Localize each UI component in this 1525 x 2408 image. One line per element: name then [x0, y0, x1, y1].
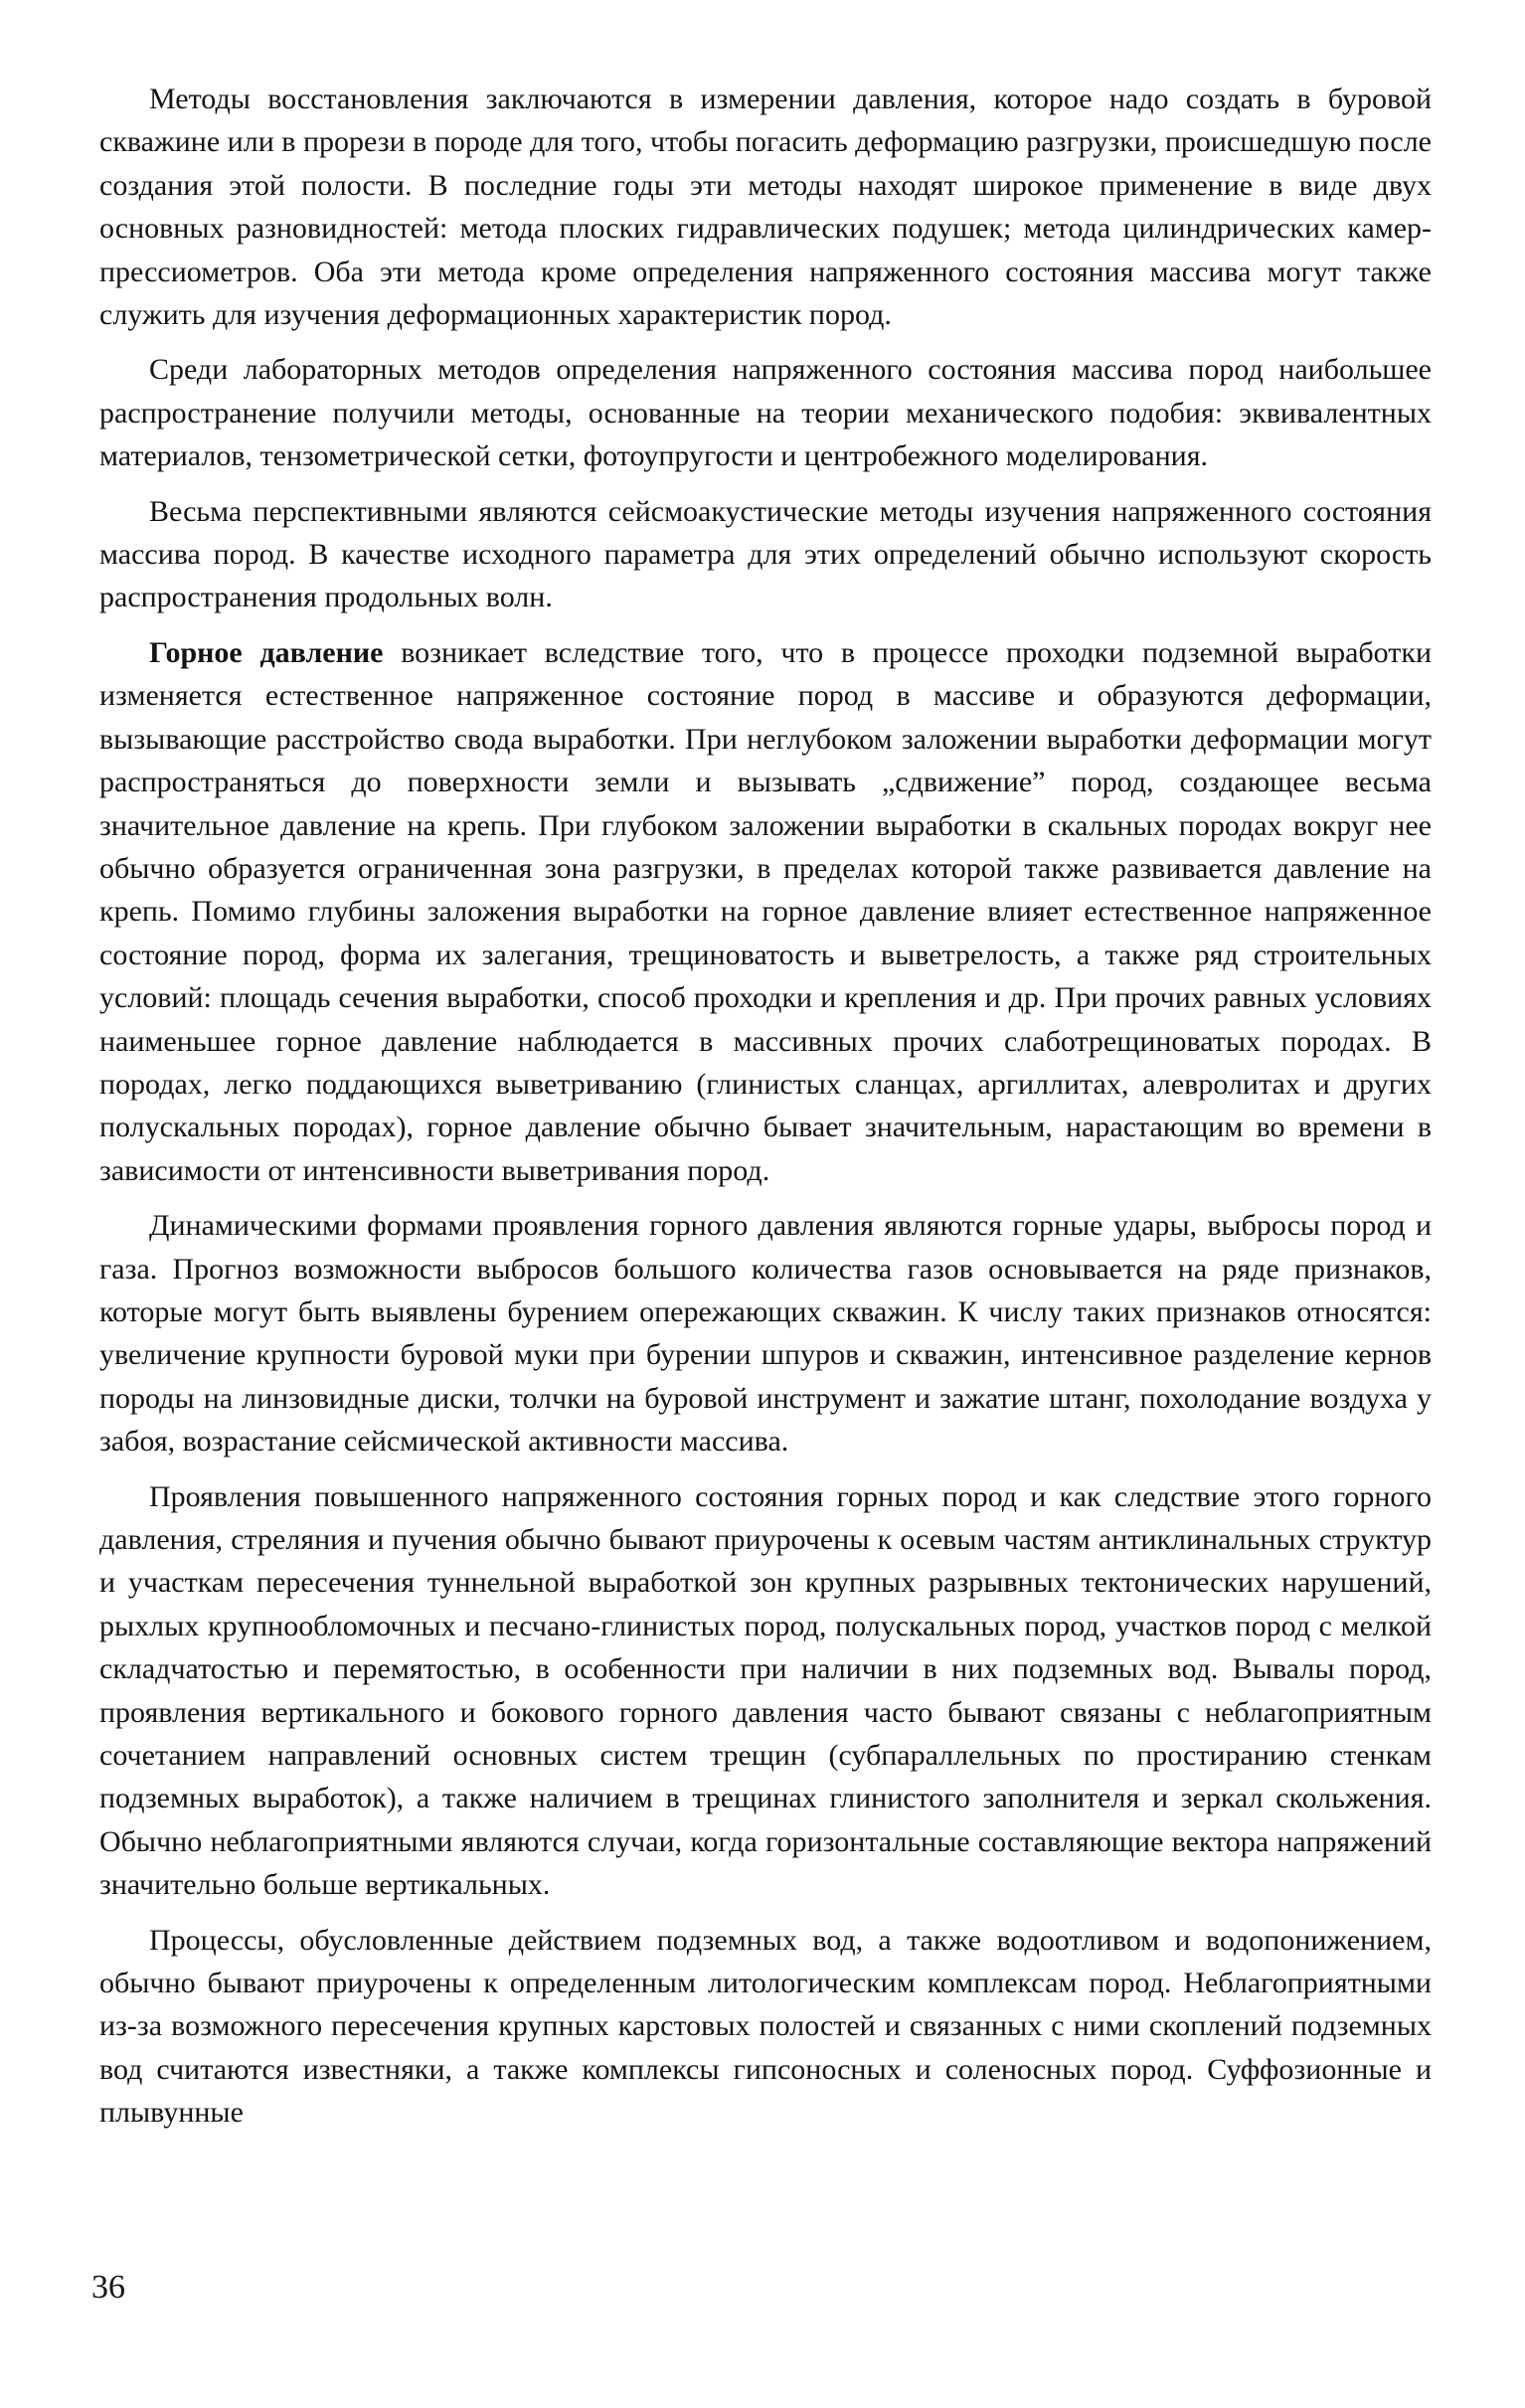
- page-number: 36: [91, 2269, 125, 2306]
- paragraph-groundwater-processes: [99, 1919, 1432, 2135]
- paragraph-text: Методы восстановления заключаются в измерении давления, которое надо создать в буровой скважине или в прорези в породе для того, чтобы погасить деформацию разгрузки, происшедшую после создания этой полости. В последние годы эти методы находят широкое применение в виде двух основных разновидностей: метода плоских гидравлических подушек; метода цилиндрических камер-прессиометров. Оба эти метода кроме определения напряженного состояния массива могут также служить для изучения деформационных характеристик пород.: [99, 83, 1432, 332]
- paragraph-stress-manifestations: [99, 1475, 1432, 1907]
- paragraph-rock-pressure: [99, 631, 1432, 1192]
- paragraph-text: Проявления повышенного напряженного состояния горных пород и как следствие этого горного давления, стреляния и пучения обычно бывают приурочены к осевым частям антиклинальных структур и участкам пересечения туннельной выработкой зон крупных разрывных тектонических нарушений, рыхлых крупнообломочных и песчано-глинистых пород, полускальных пород, участков пород с мелкой складчатостью и перемятостью, в особенности при наличии в них подземных вод. Вывалы пород, проявления вертикального и бокового горного давления часто бывают связаны с неблагоприятным сочетанием направлений основных систем трещин (субпараллельных по простиранию стенкам подземных выработок), а также наличием в трещинах глинистого заполнителя и зеркал скольжения. Обычно неблагоприятными являются случаи, когда горизонтальные составляющие вектора напряжений значительно больше вертикальных.: [99, 1479, 1432, 1902]
- paragraph-text: Процессы, обусловленные действием подземных вод, а также водоотливом и водопонижением, обычно бывают приурочены к определенным литологическим комплексам пород. Неблагоприятными из-за возможного пересечения крупных карстовых полостей и связанных с ними скоплений подземных вод считаются известняки, а также комплексы гипсоносных и соленосных пород. Суффозионные и плывунные: [99, 1923, 1432, 2130]
- paragraph-text: Среди лабораторных методов определения напряженного состояния массива пород наибольшее распространение получили методы, основанные на теории механического подобия: эквивалентных материалов, тензометрической сетки, фотоупругости и центробежного моделирования.: [99, 353, 1432, 473]
- paragraph-seismoacoustic-methods: [99, 490, 1432, 619]
- paragraph-text: Динамическими формами проявления горного давления являются горные удары, выбросы пород и газа. Прогноз возможности выбросов большого количества газов основывается на ряде признаков, которые могут быть выявлены бурением опережающих скважин. К числу таких признаков относятся: увеличение крупности буровой муки при бурении шпуров и скважин, интенсивное разделение кернов породы на линзовидные диски, толчки на буровой инструмент и зажатие штанг, похолодание воздуха у забоя, возрастание сейсмической активности массива.: [99, 1209, 1432, 1459]
- paragraph-text: возникает вследствие того, что в процессе проходки подземной выработки изменяется естественное напряженное состояние пород в массиве и образуются деформации, вызывающие расстройство свода выработки. При неглубоком заложении выработки деформации могут распространяться до поверхности земли и вызывать „сдвижение” пород, создающее весьма значительное давление на крепь. При глубоком заложении выработки в скальных породах вокруг нее обычно образуется ограниченная зона разгрузки, в пределах которой также развивается давление на крепь. Помимо глубины заложения выработки на горное давление влияет естественное напряженное состояние пород, форма их залегания, трещиноватость и выветрелость, а также ряд строительных условий: площадь сечения выработки, способ проходки и крепления и др. При прочих равных условиях наименьшее горное давление наблюдается в массивных прочих слаботрещиноватых породах. В породах, легко поддающихся выветриванию (глинистых сланцах, аргиллитах, алевролитах и других полускальных породах), горное давление обычно бывает значительным, нарастающим во времени в зависимости от интенсивности выветривания пород.: [99, 635, 1432, 1187]
- paragraph-laboratory-methods: [99, 348, 1432, 477]
- paragraph-dynamic-forms: [99, 1204, 1432, 1462]
- paragraph-restoration-methods: [99, 78, 1432, 336]
- page-body: [99, 78, 1432, 2135]
- paragraph-lead-term: Горное давление: [149, 635, 384, 669]
- paragraph-text: Весьма перспективными являются сейсмоакустические методы изучения напряженного состояния массива пород. В качестве исходного параметра для этих определений обычно используют скорость распространения продольных волн.: [99, 494, 1432, 614]
